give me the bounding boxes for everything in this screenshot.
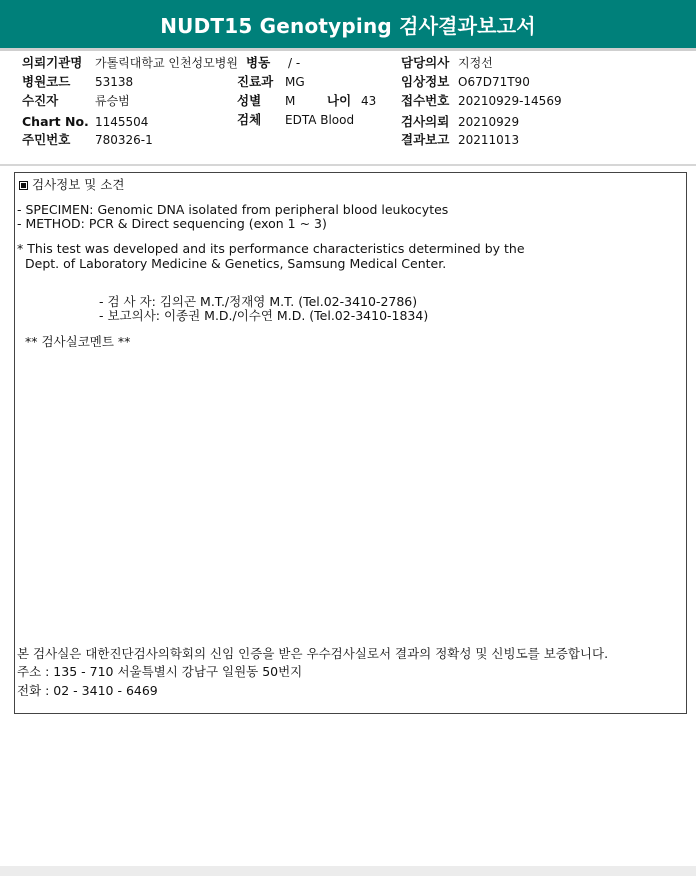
square-bullet-icon — [19, 181, 28, 190]
ward-value: / - — [288, 56, 301, 70]
report-date-label: 결과보고 — [401, 132, 450, 147]
clinical-info-value: O67D71T90 — [458, 75, 530, 89]
hospital-code-value: 53138 — [95, 75, 134, 89]
report-body — [14, 172, 687, 714]
disclaimer-line-1: * This test was developed and its performance characteristics determined by the — [17, 241, 525, 256]
sex-label: 성별 — [237, 93, 262, 108]
request-date-value: 20210929 — [458, 115, 520, 129]
patient-name-value: 류승범 — [95, 94, 130, 108]
age-value: 43 — [361, 94, 377, 108]
disclaimer-line-2: Dept. of Laboratory Medicine & Genetics, Samsung Medical Center. — [25, 256, 447, 271]
report-header — [0, 0, 696, 51]
accession-number-label: 접수번호 — [401, 93, 450, 108]
report-title: NUDT15 Genotyping 검사결과보고서 — [160, 13, 536, 38]
lab-comment-title: ** 검사실코멘트 ** — [25, 334, 131, 349]
hospital-code-label: 병원코드 — [22, 74, 71, 89]
page-bottom-band — [0, 866, 696, 876]
chart-number-value: 1145504 — [95, 115, 149, 129]
lab-address: 주소 : 135 - 710 서울특별시 강남구 일원동 50번지 — [17, 664, 303, 679]
header-divider — [0, 164, 696, 166]
reporter-line: - 보고의사: 이종권 M.D./이수연 M.D. (Tel.02-3410-1834) — [99, 308, 429, 323]
requesting-institution-label: 의뢰기관명 — [22, 55, 83, 70]
resident-number-label: 주민번호 — [22, 132, 71, 147]
section-title: 검사정보 및 소견 — [32, 177, 125, 192]
method-line: - METHOD: PCR & Direct sequencing (exon 1 ~ 3) — [17, 216, 327, 231]
resident-number-value: 780326-1 — [95, 133, 153, 147]
tester-line: - 검 사 자: 김의곤 M.T./정재영 M.T. (Tel.02-3410-2786) — [99, 294, 418, 309]
request-date-label: 검사의뢰 — [401, 114, 450, 129]
chart-number-label: Chart No. — [22, 114, 89, 129]
clinical-info-label: 임상정보 — [401, 74, 450, 89]
specimen-line: - SPECIMEN: Genomic DNA isolated from peripheral blood leukocytes — [17, 202, 449, 217]
report-date-value: 20211013 — [458, 133, 520, 147]
department-label: 진료과 — [237, 74, 274, 89]
physician-label: 담당의사 — [401, 55, 450, 70]
department-value: MG — [285, 75, 305, 89]
accession-number-value: 20210929-14569 — [458, 94, 562, 108]
physician-value: 지정선 — [458, 56, 493, 70]
specimen-value: EDTA Blood — [285, 113, 355, 127]
certification-statement: 본 검사실은 대한진단검사의학회의 신임 인증을 받은 우수검사실로서 결과의 정확성 및 신빙도를 보증합니다. — [17, 646, 609, 661]
patient-info-panel — [0, 52, 696, 162]
lab-phone: 전화 : 02 - 3410 - 6469 — [17, 683, 158, 698]
age-label: 나이 — [327, 93, 352, 108]
patient-name-label: 수진자 — [22, 93, 59, 108]
ward-label: 병동 — [246, 55, 271, 70]
section-heading — [19, 177, 124, 192]
specimen-label: 검체 — [237, 112, 262, 127]
requesting-institution-value: 가톨릭대학교 인천성모병원 — [95, 56, 238, 70]
sex-value: M — [285, 94, 296, 108]
